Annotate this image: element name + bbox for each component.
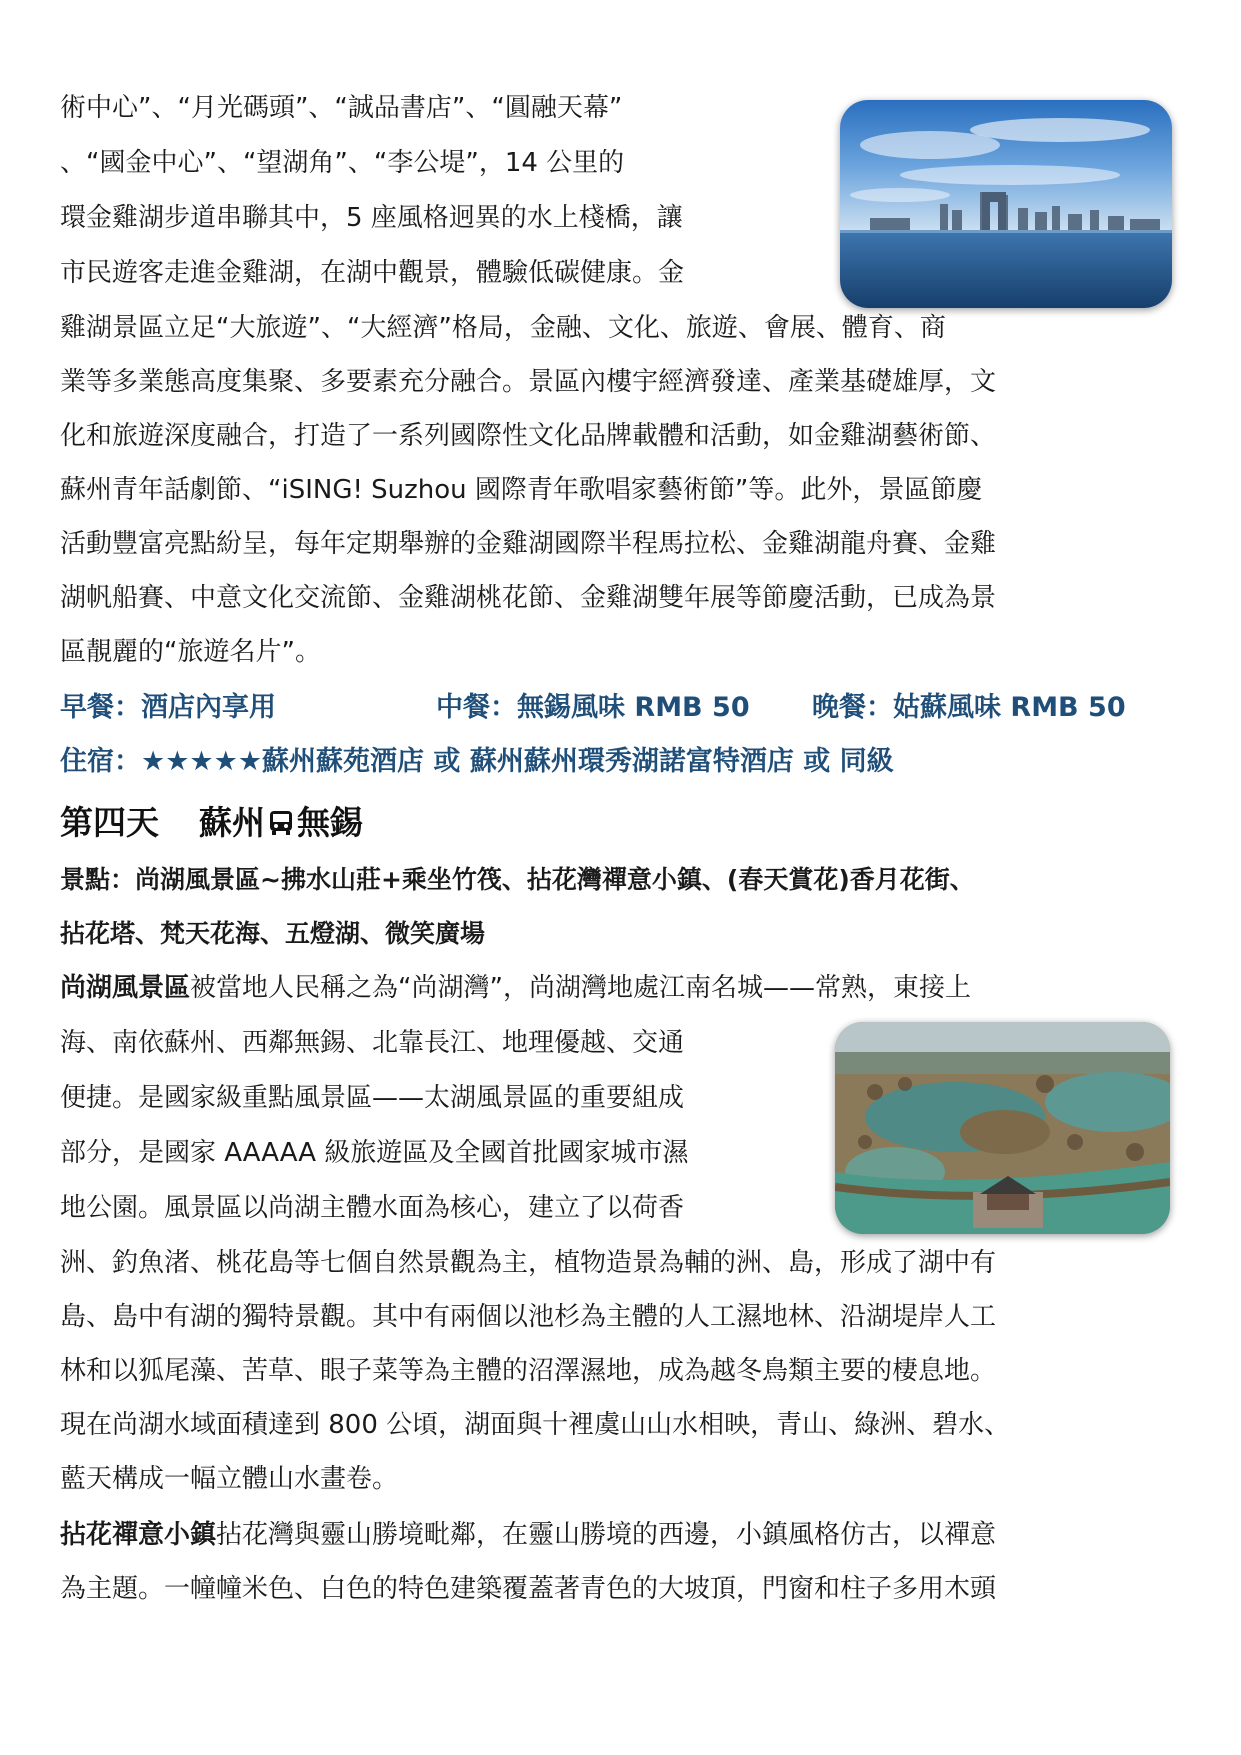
meal-dinner: 晚餐：姑蘇風味 RMB 50 bbox=[812, 692, 1126, 723]
shanghu-lead: 尚湖風景區 bbox=[60, 973, 191, 1003]
paragraph-line: 業等多業態高度集聚、多要素充分融合。景區內樓宇經濟發達、產業基礎雄厚，文 bbox=[60, 367, 997, 397]
attractions-line: 景點：尚湖風景區~拂水山莊+乘坐竹筏、拈花灣禪意小鎮、(春天賞花)香月花街、 bbox=[60, 865, 975, 894]
paragraph-line: 蘇州青年話劇節、“iSING! Suzhou 國際青年歌唱家藝術節”等。此外，景區節慶 bbox=[60, 475, 983, 505]
attractions-line: 拈花塔、梵天花海、五燈湖、微笑廣場 bbox=[60, 919, 486, 948]
paragraph-line: 為主題。一幢幢米色、白色的特色建築覆蓋著青色的大坡頂，門窗和柱子多用木頭 bbox=[60, 1574, 997, 1604]
paragraph-line: 林和以狐尾藻、苦草、眼子菜等為主體的沼澤濕地，成為越冬鳥類主要的棲息地。 bbox=[60, 1356, 997, 1386]
paragraph-line: 洲、釣魚渚、桃花島等七個自然景觀為主，植物造景為輔的洲、島，形成了湖中有 bbox=[60, 1248, 997, 1278]
route-from: 蘇州 bbox=[199, 803, 265, 842]
paragraph-line: 便捷。是國家級重點風景區——太湖風景區的重要組成 bbox=[60, 1083, 685, 1113]
meal-breakfast: 早餐：酒店內享用 bbox=[60, 692, 276, 723]
shanghu-scenic-photo bbox=[835, 1022, 1170, 1234]
paragraph-line: 環金雞湖步道串聯其中，5 座風格迥異的水上棧橋，讓 bbox=[60, 203, 683, 233]
shanghu-first-line: 尚湖風景區被當地人民稱之為“尚湖灣”，尚湖灣地處江南名城——常熟，東接上 bbox=[60, 973, 971, 1003]
paragraph-line: 、“國金中心”、“望湖角”、“李公堤”，14 公里的 bbox=[60, 148, 625, 178]
paragraph-line: 藍天構成一幅立體山水畫卷。 bbox=[60, 1464, 399, 1494]
bus-icon bbox=[269, 802, 293, 848]
paragraph-line: 現在尚湖水域面積達到 800 公頃，湖面與十裡虞山山水相映，青山、綠洲、碧水、 bbox=[60, 1410, 1011, 1440]
day-label: 第四天 bbox=[60, 803, 159, 842]
paragraph-line: 雞湖景區立足“大旅遊”、“大經濟”格局，金融、文化、旅遊、會展、體育、商 bbox=[60, 313, 946, 343]
route-to: 無錫 bbox=[297, 803, 363, 842]
jinji-lake-photo bbox=[840, 100, 1172, 308]
nianhua-first-line: 拈花禪意小鎮拈花灣與靈山勝境毗鄰，在靈山勝境的西邊，小鎮風格仿古，以禪意 bbox=[60, 1520, 997, 1550]
day-heading bbox=[60, 800, 363, 846]
paragraph-line: 海、南依蘇州、西鄰無錫、北靠長江、地理優越、交通 bbox=[60, 1028, 685, 1058]
paragraph-line: 化和旅遊深度融合，打造了一系列國際性文化品牌載體和活動，如金雞湖藝術節、 bbox=[60, 421, 997, 451]
paragraph-line: 活動豐富亮點紛呈，每年定期舉辦的金雞湖國際半程馬拉松、金雞湖龍舟賽、金雞 bbox=[60, 529, 997, 559]
meal-lunch: 中餐：無錫風味 RMB 50 bbox=[436, 692, 750, 723]
paragraph-line: 地公園。風景區以尚湖主體水面為核心，建立了以荷香 bbox=[60, 1193, 685, 1223]
lodging-line: 住宿：★★★★★蘇州蘇苑酒店 或 蘇州蘇州環秀湖諾富特酒店 或 同級 bbox=[60, 746, 894, 777]
paragraph-line: 區靚麗的“旅遊名片”。 bbox=[60, 637, 321, 667]
paragraph-line: 部分，是國家 AAAAA 級旅遊區及全國首批國家城市濕 bbox=[60, 1138, 689, 1168]
paragraph-line: 市民遊客走進金雞湖，在湖中觀景，體驗低碳健康。金 bbox=[60, 258, 685, 288]
paragraph-line: 島、島中有湖的獨特景觀。其中有兩個以池杉為主體的人工濕地林、沿湖堤岸人工 bbox=[60, 1302, 997, 1332]
paragraph-line: 術中心”、“月光碼頭”、“誠品書店”、“圓融天幕” bbox=[60, 93, 623, 123]
paragraph-line: 湖帆船賽、中意文化交流節、金雞湖桃花節、金雞湖雙年展等節慶活動，已成為景 bbox=[60, 583, 997, 613]
nianhua-lead: 拈花禪意小鎮 bbox=[60, 1520, 217, 1550]
